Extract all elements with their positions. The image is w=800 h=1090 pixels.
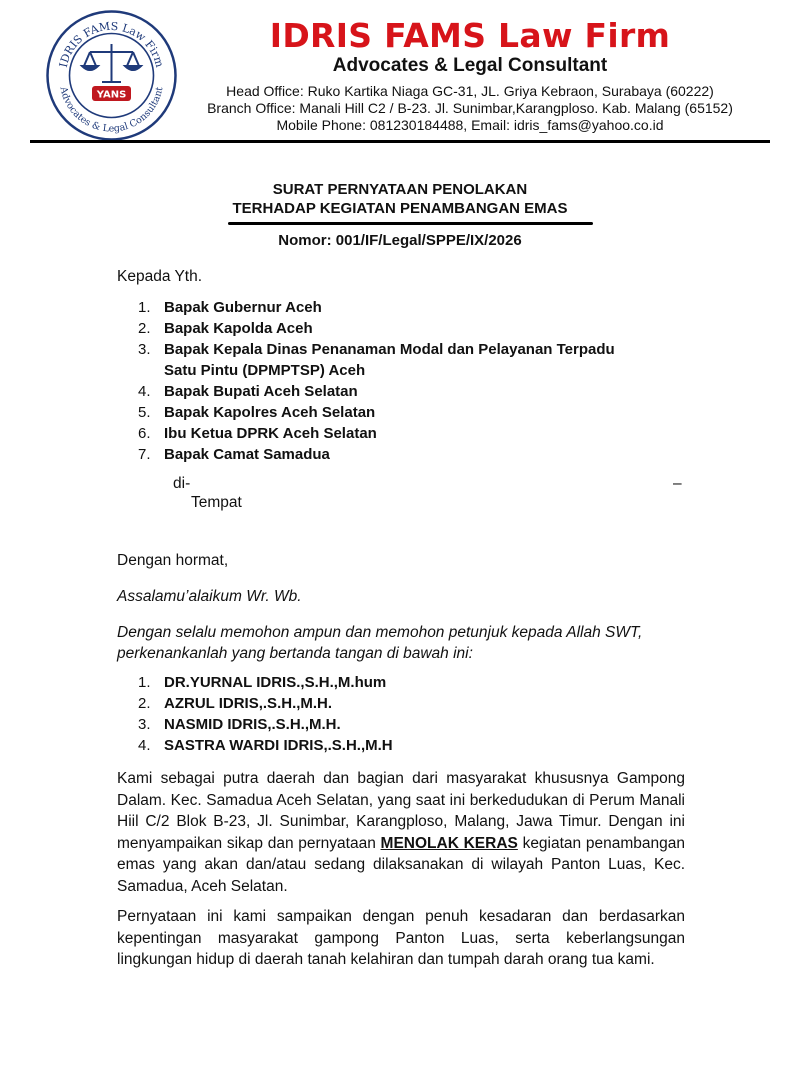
recipient-intro: Kepada Yth. [117,268,203,285]
title-underline [228,222,593,225]
opening-line-1: Dengan selalu memohon ampun dan memohon petunjuk kepada Allah SWT, [117,624,643,641]
di-label: di- [173,475,191,492]
signatory-list [138,672,393,756]
signatory-name: AZRUL IDRIS,.S.H.,M.H. [164,695,333,712]
title-line-2: TERHADAP KEGIATAN PENAMBANGAN EMAS [232,200,568,217]
recipient-name: Bapak Kapolres Aceh Selatan [164,404,376,421]
signatory-number: 2. [138,695,151,712]
scales-icon [82,44,141,82]
tempat-label: Tempat [191,494,242,511]
recipient-name: Bapak Bupati Aceh Selatan [164,383,358,400]
recipient-name: Bapak Gubernur Aceh [164,299,322,316]
di-dash: – [673,475,682,492]
recipient-number: 6. [138,425,151,442]
islamic-greeting: Assalamu’alaikum Wr. Wb. [117,588,302,605]
signatory-name: SASTRA WARDI IDRIS,.S.H.,M.H [164,737,393,754]
recipient-number: 5. [138,404,151,421]
recipient-item [138,360,615,381]
salutation: Dengan hormat, [117,552,229,569]
signatory-item [138,672,393,693]
signatory-item [138,714,393,735]
recipient-item [138,339,615,360]
recipient-name: Bapak Kepala Dinas Penanaman Modal dan Pelayanan Terpadu [164,341,615,358]
signatory-name: NASMID IDRIS,.S.H.,M.H. [164,716,341,733]
head-office-address: Head Office: Ruko Kartika Niaga GC-31, JL. Griya Kebraon, Surabaya (60222) [226,83,714,99]
recipient-item [138,297,615,318]
contact-info: Mobile Phone: 081230184488, Email: idris_fams@yahoo.co.id [276,117,664,133]
signatory-item [138,735,393,756]
recipient-name: Ibu Ketua DPRK Aceh Selatan [164,425,377,442]
title-line-1: SURAT PERNYATAAN PENOLAKAN [272,181,528,198]
recipient-name: Bapak Kapolda Aceh [164,320,313,337]
closing-paragraph: Pernyataan ini kami sampaikan dengan penuh kesadaran dan berdasarkan kepentingan masyarakat gampong Panton Luas, serta keberlangsungan lingkungan hidup di daerah tanah kelahiran dan tumpah darah orang tua kami. [117,908,685,969]
svg-text:YANS: YANS [96,89,127,101]
letter-number: Nomor: 001/IF/Legal/SPPE/IX/2026 [278,232,522,249]
recipient-number: 1. [138,299,151,316]
opening-line-2: perkenankanlah yang bertanda tangan di bawah ini: [117,645,473,662]
recipient-name: Bapak Camat Samadua [164,446,330,463]
statement-paragraph: Kami sebagai putra daerah dan bagian dari masyarakat khususnya Gampong Dalam. Kec. Samadua Aceh Selatan, yang saat ini berkedudukan di Perum Manali Hiil C/2 Blok B-23, Jl. Sunimbar, Karangploso, Malang, Jawa Timur. Dengan ini menyampaikan sikap dan pernyataan MENOLAK KERAS kegiatan penambangan emas yang akan dan/atau sedang dilaksanakan di wilayah Panton Luas, Kec. Samadua, Aceh Selatan. [117,770,685,895]
recipient-item [138,444,615,465]
signatory-name: DR.YURNAL IDRIS.,S.H.,M.hum [164,674,387,691]
signatory-item [138,693,393,714]
recipient-name: Satu Pintu (DPMPTSP) Aceh [164,362,366,379]
signatory-number: 3. [138,716,151,733]
svg-text:IDRIS FAMS Law Firm: IDRIS FAMS Law Firm [56,19,167,69]
recipient-number: 4. [138,383,151,400]
recipient-number: 2. [138,320,151,337]
svg-text:Advocates & Legal Consultant: Advocates & Legal Consultant [57,85,166,135]
signatory-number: 1. [138,674,151,691]
signatory-number: 4. [138,737,151,754]
recipient-list [138,297,615,465]
recipient-number: 7. [138,446,151,463]
branch-office-address: Branch Office: Manali Hill C2 / B-23. Jl. Sunimbar,Karangploso. Kab. Malang (65152) [207,100,733,116]
firm-name: IDRIS FAMS Law Firm [269,16,671,55]
recipient-item [138,318,615,339]
letterhead-divider [30,140,770,143]
recipient-item [138,402,615,423]
firm-tagline: Advocates & Legal Consultant [332,55,608,76]
recipient-item [138,381,615,402]
recipient-number [138,360,164,381]
law-firm-logo [44,8,179,143]
rejection-emphasis: MENOLAK KERAS [380,834,518,852]
recipient-item [138,423,615,444]
recipient-number: 3. [138,341,151,358]
